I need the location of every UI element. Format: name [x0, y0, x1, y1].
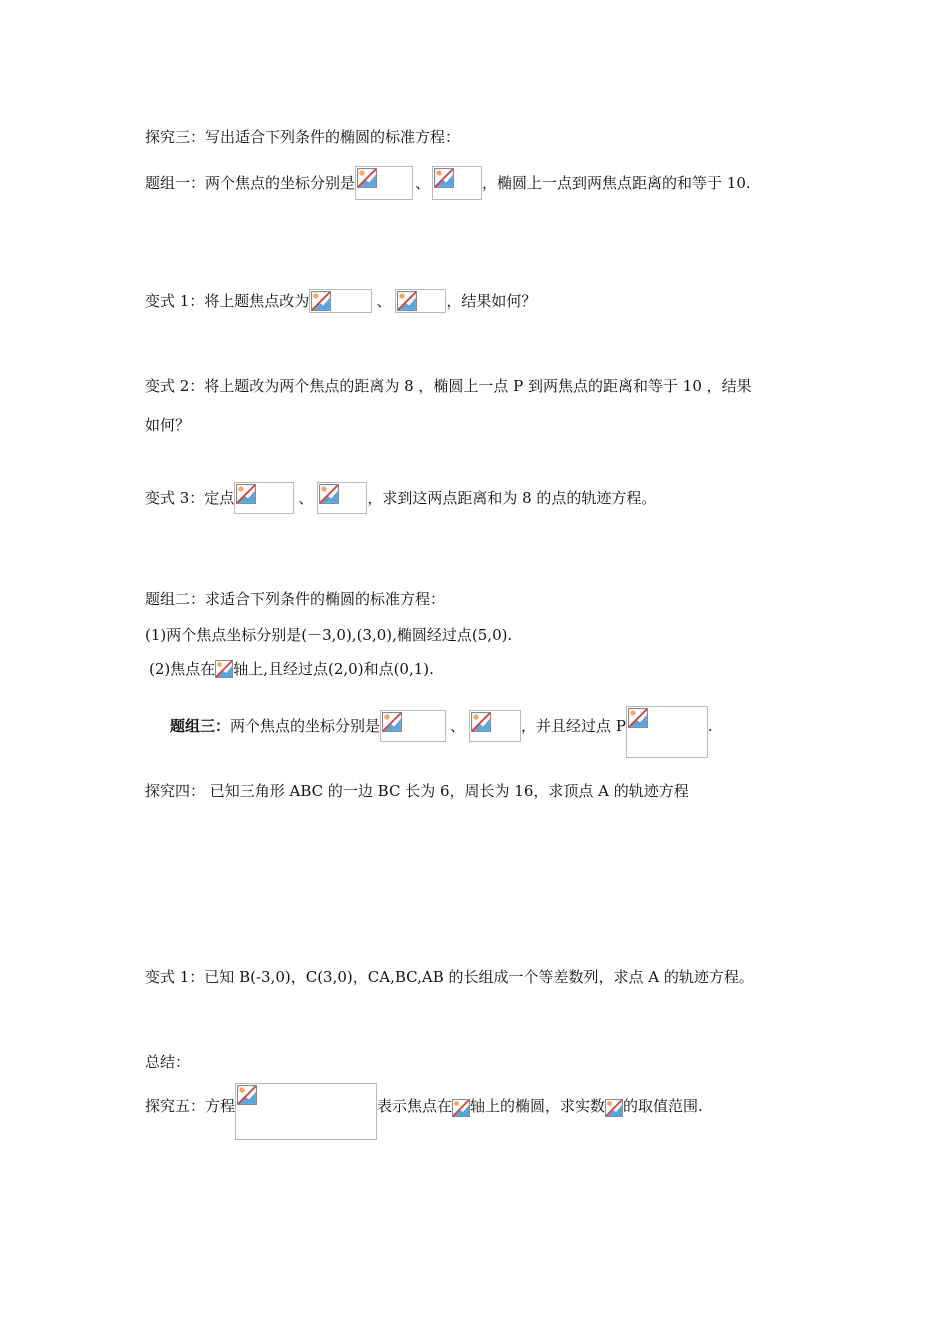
- group1-line: 题组一：两个焦点的坐标分别是 、 ，椭圆上一点到两焦点距离的和等于 10.: [145, 166, 751, 200]
- broken-image-icon: [237, 1085, 257, 1105]
- broken-image-icon: [357, 168, 377, 188]
- broken-image-icon: [319, 484, 339, 504]
- broken-image-icon: [434, 168, 454, 188]
- broken-image-icon: [236, 484, 256, 504]
- formula-image: [469, 710, 521, 742]
- variant1-line: 变式 1：将上题焦点改为 、 ，结果如何？: [145, 289, 536, 313]
- group3-line: 题组三：两个焦点的坐标分别是 、 ，并且经过点 P .: [170, 710, 713, 758]
- summary-heading: 总结：: [145, 1053, 191, 1071]
- broken-image-icon: [215, 660, 233, 678]
- formula-image: [317, 482, 367, 514]
- broken-image-icon: [605, 1099, 623, 1117]
- variant2-line2: 如何？: [145, 416, 191, 434]
- broken-image-icon: [311, 291, 331, 311]
- broken-image-icon: [471, 712, 491, 732]
- explore3-title: 探究三：写出适合下列条件的椭圆的标准方程：: [145, 128, 461, 146]
- broken-image-icon: [452, 1099, 470, 1117]
- formula-image: [235, 1083, 377, 1140]
- group2-item2: (2)焦点在 轴上,且经过点(2,0)和点(0,1).: [149, 660, 434, 678]
- broken-image-icon: [382, 712, 402, 732]
- group2-item1: (1)两个焦点坐标分别是(－3,0),(3,0),椭圆经过点(5,0).: [145, 626, 513, 644]
- formula-image: [432, 166, 482, 200]
- broken-image-icon: [397, 291, 417, 311]
- broken-image-icon: [628, 708, 648, 728]
- formula-image: [234, 482, 294, 514]
- group2-title: 题组二：求适合下列条件的椭圆的标准方程：: [145, 590, 446, 608]
- formula-image: [380, 710, 446, 742]
- formula-image: [309, 289, 372, 313]
- explore4-variant1: 变式 1：已知 B(-3,0)，C(3,0)，CA,BC,AB 的长组成一个等差数列，求点 A 的轨迹方程。: [145, 968, 754, 986]
- explore5-line: 探究五：方程 表示焦点在 轴上的椭圆，求实数 的取值范围.: [145, 1083, 703, 1140]
- formula-image: [395, 289, 446, 313]
- formula-image: [626, 706, 708, 758]
- formula-image: [355, 166, 413, 200]
- explore4-title: 探究四： 已知三角形 ABC 的一边 BC 长为 6，周长为 16，求顶点 A 的轨迹方程: [145, 782, 689, 800]
- variant3-line: 变式 3：定点 、 ，求到这两点距离和为 8 的点的轨迹方程。: [145, 482, 656, 514]
- variant2-line1: 变式 2：将上题改为两个焦点的距离为 8 ，椭圆上一点 P 到两焦点的距离和等于 10 ，结果: [145, 377, 752, 395]
